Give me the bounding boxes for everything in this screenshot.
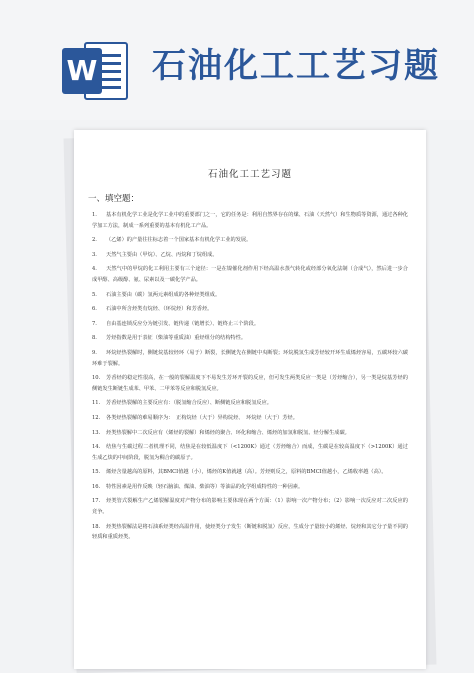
question-item: [92, 210, 408, 231]
question-text: 基本有机化学工业是化学工业中的重要部门之一，它的任务是：利用自然界存在的煤、石油（天然气）和生物质等资源，通过各种化学加工方法，制成一系列重要的基本有机化工产品。: [92, 212, 408, 229]
question-item: [92, 467, 408, 478]
question-text: （乙烯）的产量往往标志着一个国家基本有机化学工业的发展。: [106, 237, 252, 244]
question-number: 10.: [92, 375, 101, 382]
question-number: 8.: [92, 335, 97, 342]
question-text: 芳香烃的稳定性很高，在一般的裂解温度下不易发生芳环开裂的反应，但可发生两类反应一类是（芳烃缩合），另一类是烷基芳烃的侧链发生断链生成苯、甲苯、二甲苯等反应和脱氢反应。: [92, 375, 408, 392]
question-text: 天然气中的甲烷的化工利用主要有三个途径：一是在镍催化剂作用下经高温水蒸气转化或经部分氧化法制（合成气），然后进一步合成甲醇、高级醇、氨、尿素以及一碳化学产品。: [92, 266, 408, 283]
question-number: 5.: [92, 291, 97, 298]
question-item: [92, 304, 408, 315]
question-number: 2.: [92, 237, 97, 244]
word-document-icon: [62, 36, 130, 106]
question-item: [92, 319, 408, 330]
question-number: 11.: [92, 400, 101, 407]
question-item: [92, 235, 408, 246]
question-text: 烃类热裂解法是将石油系烃类经高温作用，使烃类分子发生（断链和脱氢）反应，生成分子量较小的烯烃、烷烃和其它分子量不同的轻质和重质烃类。: [92, 523, 408, 541]
question-number: 6.: [92, 306, 97, 313]
word-letter-badge: W: [62, 48, 102, 94]
question-number: 4.: [92, 266, 97, 273]
question-text: 烃类管式裂解生产乙烯裂解温度对产物分布的影响主要体现在两个方面：（1）影响一次产物分布；（2）影响一次反应对二次反应的竞争。: [92, 498, 408, 516]
question-item: [92, 413, 408, 424]
question-text: 天然气主要由（甲烷）、乙烷、丙烷和丁烷组成。: [106, 251, 218, 258]
question-number: 12.: [92, 414, 101, 421]
question-item: [92, 333, 408, 344]
question-number: 14.: [92, 444, 101, 451]
question-item: [92, 496, 408, 517]
question-item: [92, 373, 408, 394]
question-text: 烃类热裂解中二次反应有（烯烃的裂解）和烯烃的聚合、环化和缩合、烯烃的加氢和脱氢、烃分解生成碳。: [106, 429, 350, 436]
question-number: 7.: [92, 320, 97, 327]
question-item: [92, 428, 408, 439]
document-page: [74, 130, 426, 669]
question-item: [92, 522, 408, 543]
question-number: 9.: [92, 349, 97, 356]
banner-title: 石油化工工艺习题: [152, 46, 440, 86]
question-text: 芳烃指数是用于表征（柴油等重质油）重烃组分的结构特性。: [106, 335, 247, 342]
question-text: 芳香烃热裂解的主要反应有：（脱氢缩合反应）、断侧链反应和脱氢反应。: [106, 400, 272, 407]
question-number: 16.: [92, 483, 101, 490]
question-text: 石油主要由（碳）氢两元素组成的各种烃类组成。: [106, 291, 221, 298]
question-number: 1.: [92, 212, 97, 218]
question-list: [92, 210, 408, 543]
question-text: 自由基连锁反应分为链引发、链传递（链增长）、链终止三个阶段。: [106, 320, 260, 327]
document-title: 石油化工工艺习题: [207, 169, 292, 180]
question-item: [92, 348, 408, 369]
question-text: 环烷烃热裂解时，侧链烷基较烃环（易于）断裂，长侧链先在侧链中央断裂；环烷脱氢生成芳烃较开环生成烯烃容易，五碳环较六碳环难于裂解。: [92, 349, 408, 367]
question-number: 3.: [92, 251, 97, 258]
question-item: [92, 250, 408, 261]
question-number: 15.: [92, 469, 101, 476]
question-item: [92, 264, 408, 285]
question-item: [92, 442, 408, 463]
question-text: 烯烃含量越高的原料，其BMCI值越（小），烯烃的K值就越（高）。芳烃则反之，原料的BMCI值越小，乙烯收率越（高）。: [106, 469, 387, 476]
question-number: 17.: [92, 498, 101, 505]
question-number: 13.: [92, 429, 101, 436]
question-number: 18.: [92, 523, 101, 530]
banner: [0, 0, 474, 120]
question-item: [92, 482, 408, 493]
question-text: 特性因素是用作反映（轻石脑油、煤油、柴油等）等油品的化学组成特性的一种因素。: [106, 483, 304, 490]
question-item: [92, 398, 408, 409]
question-text: 结焦与生碳过程二者机理不同，结焦是在较低温度下（<1200K）通过（芳烃缩合）而成，生碳是在较高温度下（>1200K）通过生成乙炔的中间阶段，脱氢为稠合的碳原子。: [92, 444, 408, 461]
question-text: 各类烃热裂解的难易顺序为： 正构烷烃（大于）异构烷烃、 环烷烃（大于）芳烃。: [106, 414, 298, 421]
section-heading: 一、填空题：: [88, 194, 140, 204]
question-item: [92, 290, 408, 301]
question-text: 石油中所含烃类有烷烃、（环烷烃）和芳香烃。: [106, 306, 213, 313]
